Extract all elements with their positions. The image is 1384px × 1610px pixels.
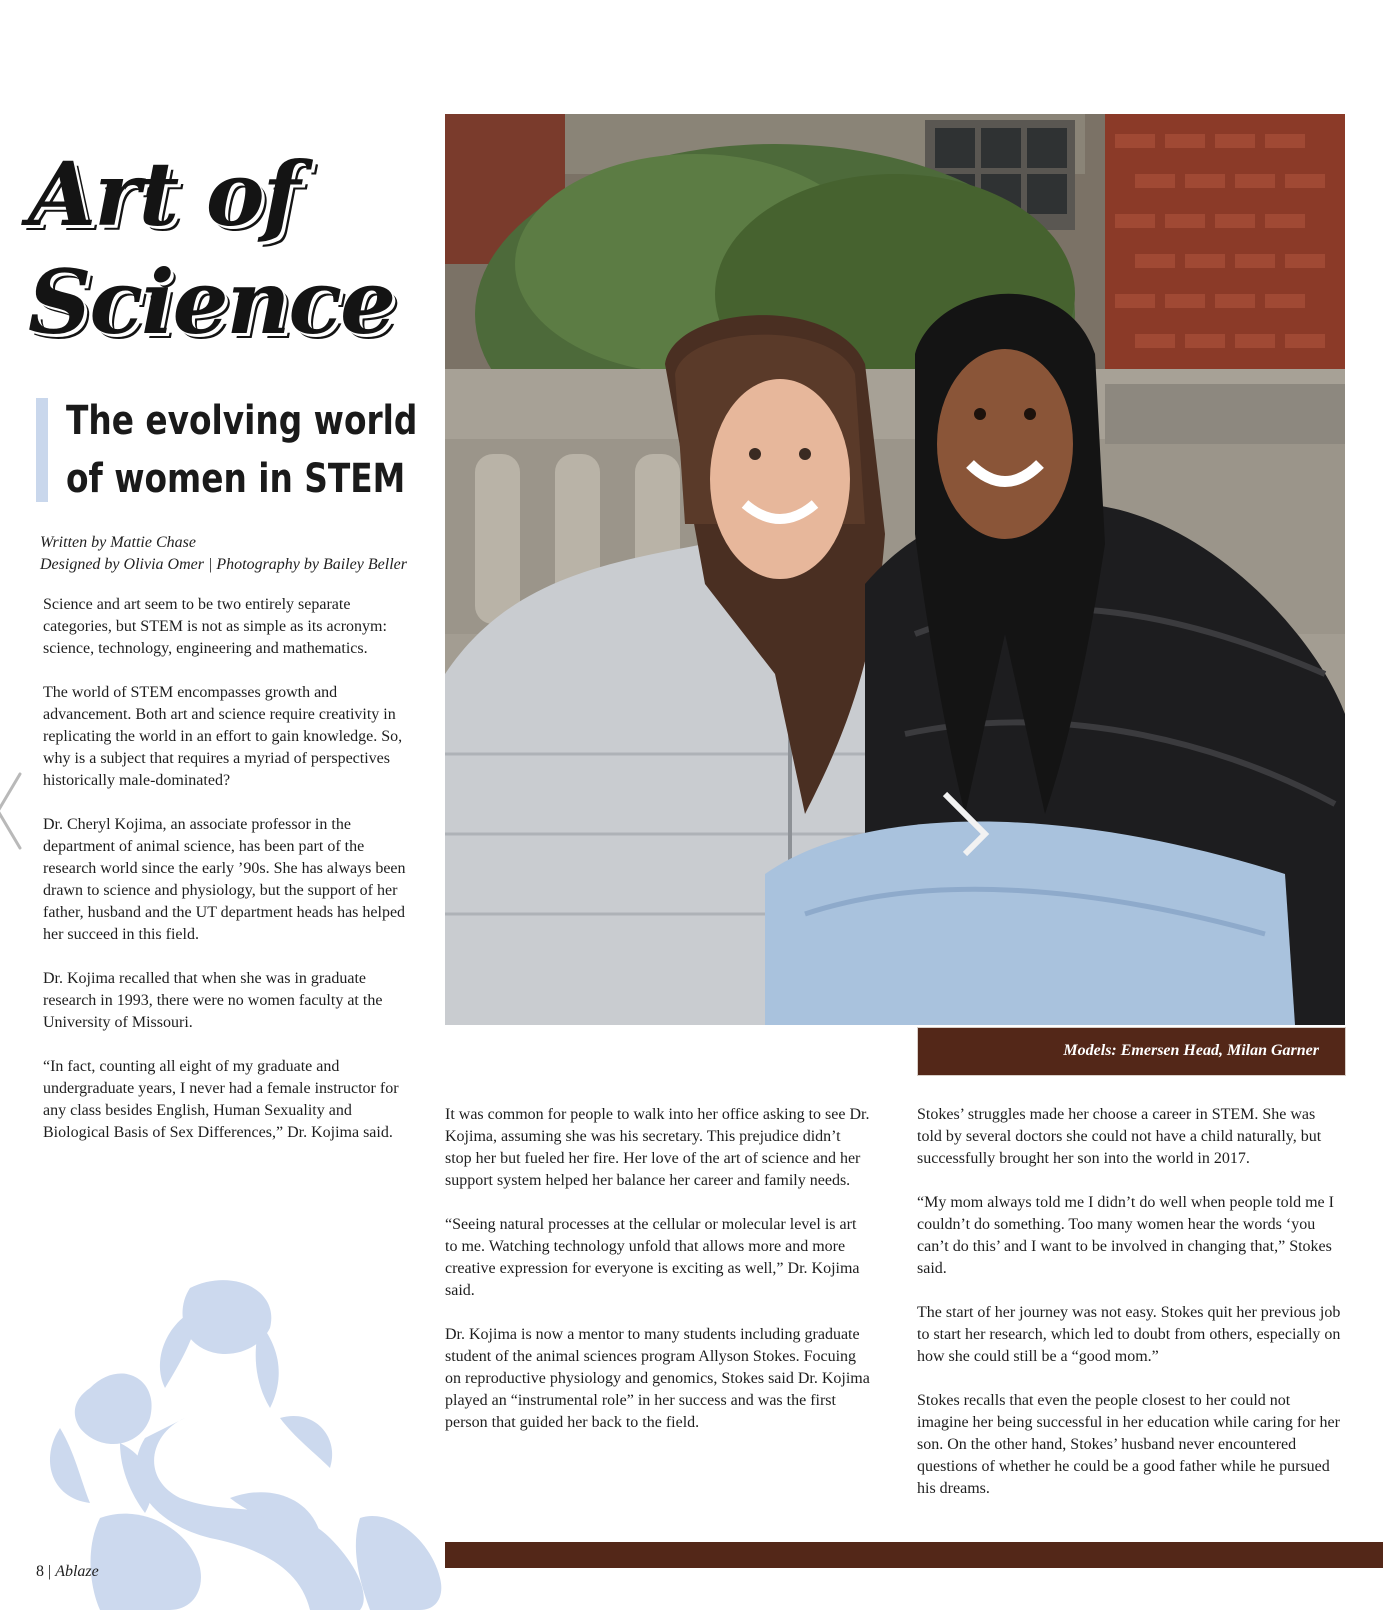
body-column-right [917, 1104, 1342, 1522]
photo-caption [917, 1027, 1346, 1076]
article-title [28, 140, 428, 356]
byline-writer: Written by Mattie Chase [40, 534, 196, 551]
paragraph: Stokes recalls that even the people closest to her could not imagine her being successful in her education while caring for her son. On the other hand, Stokes’ husband never encountered questions of whether he could be a good father while he pursued his dreams. [917, 1392, 1340, 1497]
paragraph: The world of STEM encompasses growth and advancement. Both art and science require creativity in replicating the world in an effort to gain knowledge. So, why is a subject that requires a myriad of perspectives historically male-dominated? [43, 684, 403, 789]
floral-ornament-icon [30, 1268, 450, 1610]
body-column-middle [445, 1104, 870, 1456]
chevron-left-icon [0, 770, 26, 852]
body-column-left [43, 594, 413, 1166]
title-line-2: Science [28, 250, 395, 354]
paragraph: Dr. Cheryl Kojima, an associate professor in the department of animal science, has been part of the research world since the early ’90s. She has always been drawn to science and physiology, but the support of her father, husband and the UT department heads has helped her succeed in this field. [43, 816, 406, 943]
byline-design-photo: Designed by Olivia Omer | Photography by Bailey Beller [40, 556, 407, 573]
subtitle-line-2: of women in STEM [66, 456, 406, 502]
folio-separator: | [48, 1563, 52, 1580]
paragraph: “In fact, counting all eight of my graduate and undergraduate years, I never had a female instructor for any class besides English, Human Sexuality and Biological Basis of Sex Differences,” Dr. Kojima said. [43, 1058, 399, 1141]
byline [40, 532, 420, 576]
magazine-name: Ablaze [55, 1563, 99, 1580]
article-subtitle [66, 392, 418, 508]
folio [36, 1563, 99, 1581]
subtitle-block [36, 398, 418, 502]
subtitle-line-1: The evolving world [66, 398, 418, 444]
paragraph: The start of her journey was not easy. Stokes quit her previous job to start her research, which led to doubt from others, especially on how she could still be a “good mom.” [917, 1304, 1341, 1365]
page-number: 8 [36, 1563, 44, 1580]
bottom-accent-bar [445, 1542, 1383, 1568]
paragraph: Dr. Kojima is now a mentor to many students including graduate student of the animal sciences program Allyson Stokes. Focuing on reproductive physiology and genomics, Stokes said Dr. Kojima played an “instrumental role” in her success and was the first person that guided her back to the field. [445, 1326, 870, 1431]
paragraph: Stokes’ struggles made her choose a career in STEM. She was told by several doctors she could not have a child naturally, but successfully brought her son into the world in 2017. [917, 1106, 1322, 1167]
paragraph: “My mom always told me I didn’t do well when people told me I couldn’t do something. Too many women hear the words ‘you can’t do this’ and I want to be involved in changing that,” Stokes said. [917, 1194, 1334, 1277]
photo-illustration [445, 114, 1345, 1025]
previous-page-button[interactable] [0, 770, 26, 852]
subtitle-accent-bar [36, 398, 48, 502]
photo-caption-text: Models: Emersen Head, Milan Garner [1063, 1042, 1319, 1059]
title-line-1: Art of [28, 142, 299, 246]
paragraph: Dr. Kojima recalled that when she was in graduate research in 1993, there were no women faculty at the University of Missouri. [43, 970, 383, 1031]
paragraph: It was common for people to walk into her office asking to see Dr. Kojima, assuming she was his secretary. This prejudice didn’t stop her but fueled her fire. Her love of the art of science and her support system helped her balance her career and family needs. [445, 1106, 870, 1189]
paragraph: Science and art seem to be two entirely separate categories, but STEM is not as simple as its acronym: science, technology, engineering and mathematics. [43, 596, 387, 657]
paragraph: “Seeing natural processes at the cellular or molecular level is art to me. Watching technology unfold that allows more and more creative expression for everyone is exciting as well,” Dr. Kojima said. [445, 1216, 860, 1299]
feature-photo [445, 114, 1345, 1025]
